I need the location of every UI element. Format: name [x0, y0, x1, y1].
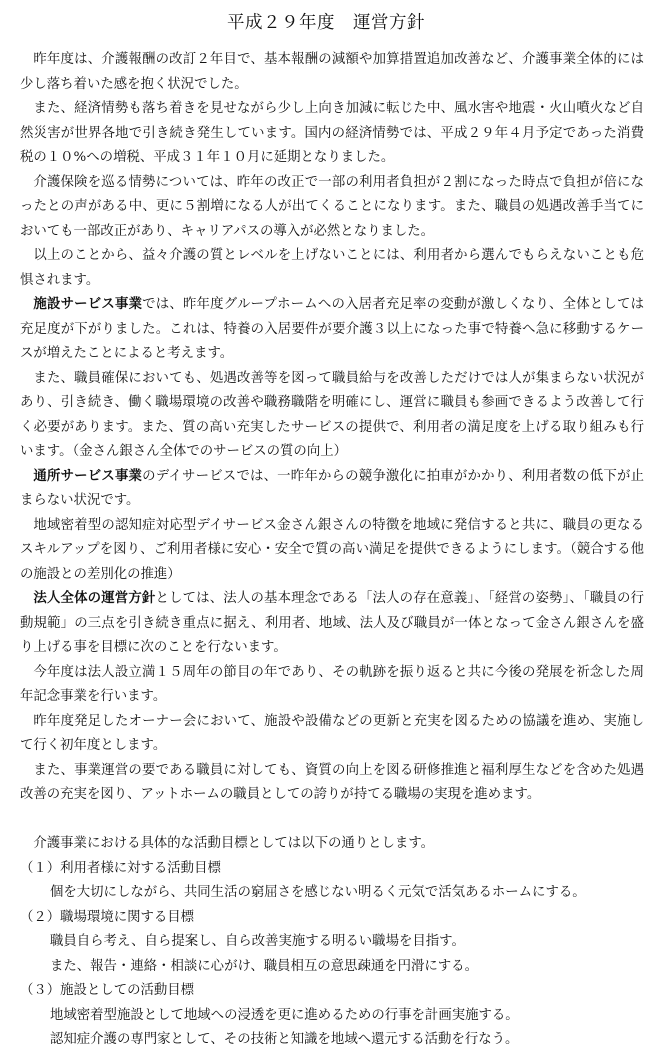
- facility-paragraph: [20, 293, 644, 367]
- goal-item: [20, 906, 644, 980]
- goal-line: また、報告・連絡・相談に心がけ、職員相互の意思疎通を円滑にする。: [50, 958, 478, 974]
- corporate-paragraph: また、事業運営の要である職員に対しても、資質の向上を図る研修推進と福利厚生などを含めた処遇改善の充実を図り、アットホームの職員としての誇りが持てる職場の実現を進めます。: [20, 762, 644, 802]
- corporate-paragraph: 今年度は法人設立満１５周年の節目の年であり、その軌跡を振り返ると共に今後の発展を祈念した周年記念事業を行います。: [20, 664, 644, 704]
- goal-heading: （１）利用者様に対する活動目標: [20, 860, 221, 876]
- goal-heading: （２）職場環境に関する目標: [20, 909, 195, 925]
- goal-line: 個を大切にしながら、共同生活の窮屈さを感じない明るく元気で活気あるホームにする。: [50, 885, 586, 900]
- document-body: [20, 48, 644, 1053]
- document-title: 平成２９年度 運営方針: [227, 13, 425, 33]
- goal-line: 地域密着型施設として地域への浸透を更に進めるための行事を計画実施する。: [50, 1007, 519, 1023]
- daycare-text: のデイサービスでは、一昨年からの競争激化に拍車がかかり、利用者数の低下が止まらない状況です。: [20, 468, 645, 508]
- facility-paragraph: また、職員確保においても、処遇改善等を図って職員給与を改善しただけでは人が集まらない状況があり、引き続き、働く職場環境の改善や職務職階を明確にし、運営に職員も参画できるよう改善して行く必要があります。また、質の高い充実したサービスの提供で、利用者の満足度を上げる取り組みも行います。（金さん銀さん全体でのサービスの質の向上）: [20, 370, 644, 459]
- goal-item: [20, 979, 644, 1053]
- intro-paragraph: 介護保険を巡る情勢については、昨年の改正で一部の利用者負担が２割になった時点で負担が倍になったとの声がある中、更に５割増になる人が出てくることになります。また、職員の処遇改善手当てにおいても一部改正があり、キャリアパスの導入が必然となりました。: [20, 174, 644, 239]
- corporate-heading: 法人全体の運営方針: [33, 591, 156, 606]
- corporate-paragraph: 昨年度発足したオーナー会において、施設や設備などの更新と充実を図るための協議を進め、実施して行く初年度とします。: [20, 713, 644, 753]
- daycare-paragraph: [20, 465, 644, 514]
- goals-intro: 介護事業における具体的な活動目標としては以下の通りとします。: [33, 836, 435, 851]
- goal-line: 認知症介護の専門家として、その技術と知識を地域へ還元する活動を行なう。: [50, 1032, 519, 1047]
- intro-paragraph: 以上のことから、益々介護の質とレベルを上げないことには、利用者から選んでもらえないことも危惧されます。: [20, 248, 644, 288]
- corporate-text: としては、法人の基本理念である「法人の存在意義」、「経営の姿勢」、「職員の行動規範」の三点を引き続き重点に据え、利用者、地域、法人及び職員が一体となって金さん銀さんを盛り上げる事を目標に次のことを行ないます。: [20, 591, 644, 655]
- goal-line: 職員自ら考え、自ら提案し、自ら改善実施する明るい職場を目指す。: [50, 934, 465, 949]
- daycare-paragraph: 地域密着型の認知症対応型デイサービス金さん銀さんの特徴を地域に発信すると共に、職員の更なるスキルアップを図り、ご利用者様に安心・安全で質の高い満足を提供できるようにします。（競合する他の施設との差別化の推進）: [20, 517, 644, 582]
- daycare-heading: 通所サービス事業: [33, 468, 143, 484]
- facility-text: では、昨年度グループホームへの入居者充足率の変動が激しくなり、全体としては充足度が下がりました。これは、特養の入居要件が要介護３以上になった事で特養へ急に移動するケースが増えたことによると考えます。: [20, 297, 644, 361]
- goal-heading: （３）施設としての活動目標: [20, 983, 195, 998]
- facility-heading: 施設サービス事業: [33, 297, 143, 312]
- goal-item: [20, 857, 644, 906]
- corporate-paragraph: [20, 587, 644, 661]
- intro-paragraph: また、経済情勢も落ち着きを見せながら少し上向き加減に転じた中、風水害や地震・火山噴火など自然災害が世界各地で引き続き発生しています。国内の経済情勢では、平成２９年４月予定であった消費税の１０%への増税、平成３１年１０月に延期となりました。: [20, 101, 644, 165]
- intro-paragraph: 昨年度は、介護報酬の改訂２年目で、基本報酬の減額や加算措置追加改善など、介護事業全体的には少し落ち着いた感を抱く状況でした。: [20, 52, 644, 92]
